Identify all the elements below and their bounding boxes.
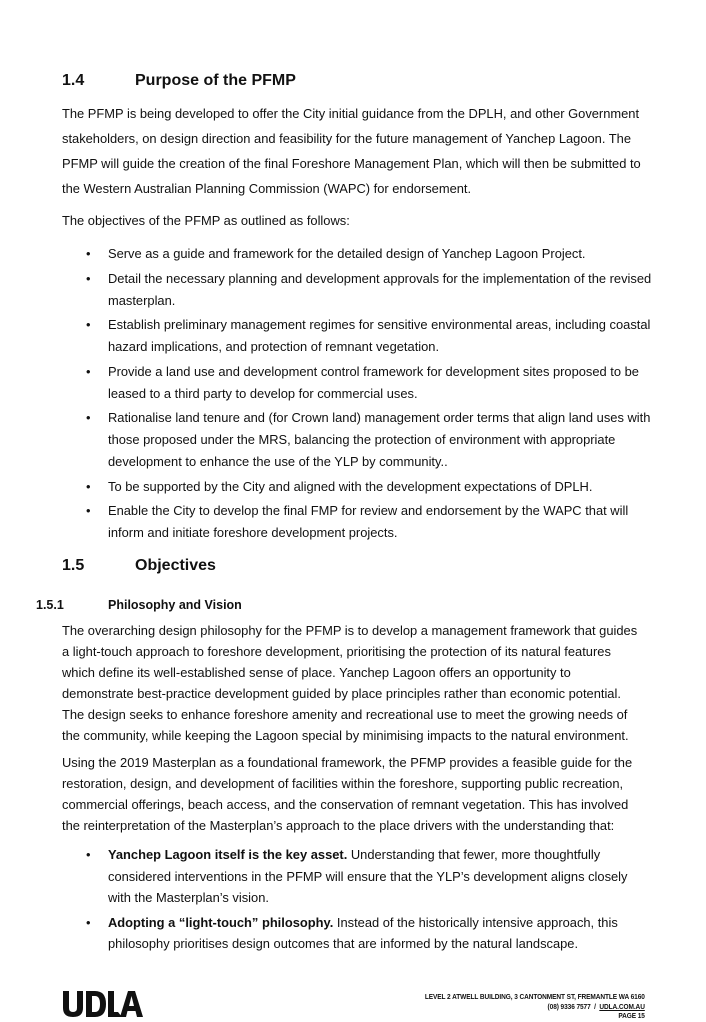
udla-logo (62, 990, 144, 1018)
subsection-title: Philosophy and Vision (108, 598, 242, 612)
list-item: • Adopting a “light-touch” philosophy. Instead of the historically intensive approach, this philosophy prioritises design outcomes that are informed by the natural landscape. (62, 912, 652, 955)
bullet-icon: • (86, 478, 91, 494)
purpose-paragraph: The PFMP is being developed to offer the City initial guidance from the DPLH, and other Government stakeholders, on design direction and feasibility for the future management of Yanchep Lagoon. The PFMP will guide the creation of the final Foreshore Management Plan, which will then be submitted to the Western Australian Planning Commission (WAPC) for endorsement. (62, 106, 641, 196)
list-item: • Detail the necessary planning and development approvals for the implementation of the revised masterplan. (62, 268, 652, 312)
section-number: 1.4 (62, 72, 85, 89)
list-item: • Establish preliminary management regimes for sensitive environmental areas, including coastal hazard implications, and protection of remnant vegetation. (62, 314, 652, 358)
subsection-heading-1-5-1 (36, 598, 242, 612)
place-drivers-list (62, 844, 652, 958)
list-item: • Yanchep Lagoon itself is the key asset. Understanding that fewer, more thoughtfully considered interventions in the PFMP will ensure that the YLP’s development aligns closely with the Masterplan’s vision. (62, 844, 652, 909)
bullet-icon: • (86, 847, 91, 862)
bullet-icon: • (86, 363, 91, 379)
bullet-icon: • (86, 270, 91, 286)
section-heading-1-4 (62, 72, 296, 90)
footer-phone: (08) 9336 7577 (547, 1001, 591, 1011)
section-title: Objectives (135, 557, 216, 574)
list-item: • To be supported by the City and aligned with the development expectations of DPLH. (62, 476, 652, 498)
bullet-icon: • (86, 246, 91, 261)
masterplan-paragraph: Using the 2019 Masterplan as a foundational framework, the PFMP provides a feasible guide for the restoration, design, and development of facilities within the foreshore, supporting public recreation, commercial offerings, beach access, and the conservation of remnant vegetation. This has involved the reinterpretation of the Masterplan’s approach to the place drivers with the understanding that: (62, 755, 633, 833)
footer-separator: / (594, 1001, 597, 1011)
objectives-list (62, 243, 652, 547)
section-number: 1.5 (62, 557, 85, 574)
bullet-icon: • (86, 317, 91, 332)
page-number: PAGE 15 (618, 1011, 645, 1020)
footer-address: LEVEL 2 ATWELL BUILDING, 3 CANTONMENT ST, FREMANTLE WA 6160 (424, 992, 645, 1001)
section-title: Purpose of the PFMP (135, 72, 296, 89)
list-item: • Provide a land use and development control framework for development sites proposed to be leased to a third party to develop for commercial uses. (62, 361, 652, 405)
list-item: • Rationalise land tenure and (for Crown land) management order terms that align land uses with those proposed under the MRS, balancing the protection of environment with appropriate development to enhance the use of the YLP by community.. (62, 407, 652, 473)
footer-contact (425, 1002, 645, 1012)
bullet-icon: • (86, 914, 91, 930)
subsection-number: 1.5.1 (36, 598, 64, 612)
footer-website-link[interactable]: UDLA.COM.AU (599, 1001, 645, 1011)
objectives-intro: The objectives of the PFMP as outlined as follows: (62, 213, 350, 228)
section-heading-1-5 (62, 557, 216, 575)
bullet-icon: • (86, 503, 91, 518)
philosophy-paragraph: The overarching design philosophy for the PFMP is to develop a management framework that guides a light-touch approach to foreshore development, prioritising the protection of its natural features which define its well-established sense of place. Yanchep Lagoon offers an opportunity to demonstrate best-practice development guided by place principles rather than economic potential. The design seeks to enhance foreshore amenity and recreational use to meet the growing needs of the community, while keeping the Lagoon special by minimising impacts to the natural environment. (62, 623, 638, 743)
bullet-icon: • (86, 410, 91, 425)
page-footer (425, 992, 645, 1021)
list-item: • Enable the City to develop the final FMP for review and endorsement by the WAPC that will inform and initiate foreshore development projects. (62, 500, 652, 544)
list-item: • Serve as a guide and framework for the detailed design of Yanchep Lagoon Project. (62, 243, 652, 265)
